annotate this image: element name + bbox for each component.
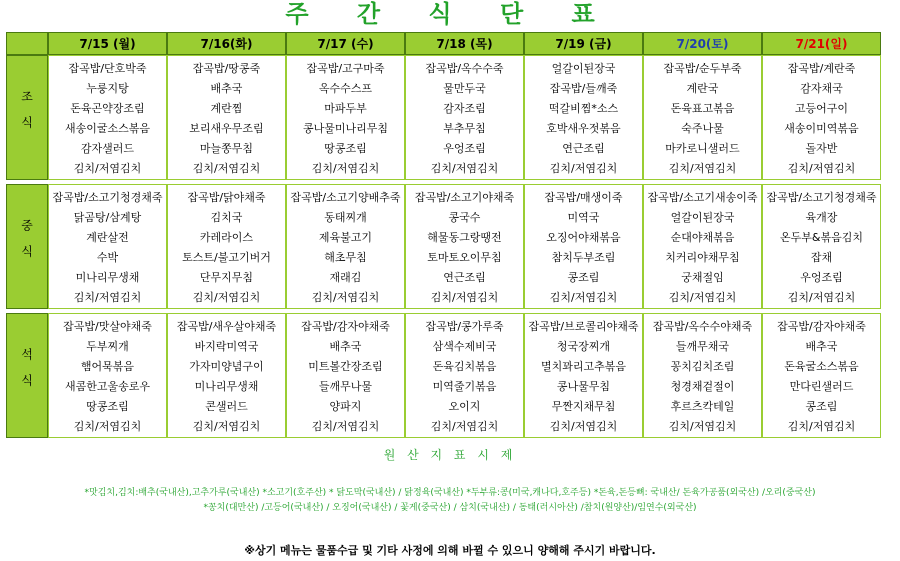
menu-item: 잡곡밥/감자야채죽: [777, 320, 866, 333]
menu-item: 후르츠칵테일: [670, 400, 735, 413]
menu-item: 김치/저염김치: [549, 291, 618, 304]
day-header: 7/16(화): [167, 32, 286, 55]
meal-label: 조식: [19, 90, 34, 142]
menu-item: 콩조림: [567, 271, 600, 284]
menu-cell: [524, 55, 643, 180]
menu-item: 김치/저염김치: [549, 162, 618, 175]
menu-item: 마카로니샐러드: [665, 142, 740, 155]
menu-item: 잡곡밥/소고기새송이죽: [647, 191, 758, 204]
menu-item: 돈육곤약장조림: [70, 102, 145, 115]
menu-item: 두부찌개: [86, 340, 129, 353]
menu-item: 돌자반: [805, 142, 838, 155]
menu-item: 마늘쫑무침: [199, 142, 254, 155]
menu-item: 순대야채볶음: [670, 231, 735, 244]
menu-item: 감자샐러드: [80, 142, 135, 155]
menu-item: 김치/저염김치: [787, 162, 856, 175]
menu-item: 카레라이스: [199, 231, 254, 244]
day-header-saturday: 7/20(토): [643, 32, 762, 55]
menu-item: 오이지: [448, 400, 481, 413]
menu-item: 보리새우무조림: [189, 122, 264, 135]
menu-item: 온두부&볶음김치: [780, 231, 863, 244]
menu-item: 잡곡밥/감자야채죽: [301, 320, 390, 333]
menu-cell: [524, 313, 643, 438]
menu-item: 궁채절임: [681, 271, 724, 284]
menu-item: 배추국: [805, 340, 838, 353]
menu-item: 고등어구이: [794, 102, 849, 115]
day-header: 7/19 (금): [524, 32, 643, 55]
menu-item: 잡곡밥/새우살야채죽: [176, 320, 277, 333]
menu-item: 연근조림: [443, 271, 486, 284]
menu-item: 김치국: [210, 211, 243, 224]
meal-label-cell: [6, 55, 48, 180]
origin-line: *꽁치(대만산) /고등어(국내산) / 오징어(국내산) / 꽃게(중국산) / 삼치(국내산) / 동태(러시아산) /참치(원양산)/임연수(외국산): [203, 503, 697, 513]
menu-cell: [643, 313, 762, 438]
meal-label-cell: [6, 184, 48, 309]
menu-item: 멸치꽈리고추볶음: [540, 360, 626, 373]
menu-item: 김치/저염김치: [430, 162, 499, 175]
menu-item: 잡곡밥/단호박죽: [68, 62, 147, 75]
meal-row: [6, 55, 881, 180]
menu-item: 땅콩조림: [324, 142, 367, 155]
menu-cell: [48, 313, 167, 438]
table-corner: [6, 32, 48, 55]
menu-item: 토마토오이무침: [427, 251, 502, 264]
menu-item: 해초무침: [324, 251, 367, 264]
menu-item: 들깨무나물: [318, 380, 373, 393]
menu-item: 참치두부조림: [551, 251, 616, 264]
menu-item: 잡곡밥/소고기청경채죽: [766, 191, 877, 204]
menu-item: 얼갈이된장국: [551, 62, 616, 75]
menu-item: 김치/저염김치: [73, 420, 142, 433]
day-header-sunday: 7/21(일): [762, 32, 881, 55]
menu-cell: [167, 313, 286, 438]
menu-item: 감자조림: [443, 102, 486, 115]
menu-item: 돈육김치볶음: [432, 360, 497, 373]
menu-item: 김치/저염김치: [73, 291, 142, 304]
menu-item: 가자미양념구이: [189, 360, 264, 373]
menu-item: 무짠지채무침: [551, 400, 616, 413]
meal-label-cell: [6, 313, 48, 438]
menu-item: 새송이굴소스볶음: [64, 122, 150, 135]
menu-item: 미나리무생채: [194, 380, 259, 393]
menu-item: 바지락미역국: [194, 340, 259, 353]
menu-item: 잡곡밥/맛살야채죽: [63, 320, 152, 333]
menu-item: 계란살전: [86, 231, 129, 244]
menu-item: 토스트/불고기버거: [182, 251, 271, 264]
menu-item: 육개장: [805, 211, 838, 224]
day-header: 7/15 (월): [48, 32, 167, 55]
menu-cell: [643, 184, 762, 309]
day-header: 7/17 (수): [286, 32, 405, 55]
menu-item: 오징어야채볶음: [546, 231, 621, 244]
menu-item: 잡곡밥/옥수수죽: [425, 62, 504, 75]
menu-item: 재래김: [329, 271, 362, 284]
menu-item: 콩나물무침: [556, 380, 611, 393]
notice: ※상기 메뉴는 물품수급 및 기타 사정에 의해 바뀔 수 있으니 양해해 주시기 바랍니다.: [244, 544, 656, 557]
menu-item: 잡곡밥/소고기야채죽: [414, 191, 515, 204]
menu-item: 옥수수스프: [318, 82, 373, 95]
menu-item: 잡곡밥/닭야채죽: [187, 191, 266, 204]
menu-cell: [286, 184, 405, 309]
weekly-menu-table: [6, 32, 881, 438]
menu-cell: [762, 55, 881, 180]
menu-item: 청경채겉절이: [670, 380, 735, 393]
menu-cell: [286, 55, 405, 180]
menu-item: 물만두국: [443, 82, 486, 95]
menu-item: 우엉조림: [800, 271, 843, 284]
menu-item: 김치/저염김치: [192, 420, 261, 433]
menu-item: 잡곡밥/소고기청경채죽: [52, 191, 163, 204]
menu-item: 김치/저염김치: [787, 291, 856, 304]
menu-item: 김치/저염김치: [192, 291, 261, 304]
menu-item: 마파두부: [324, 102, 367, 115]
menu-item: 해물동그랑땡전: [427, 231, 502, 244]
menu-item: 떡갈비찜*소스: [548, 102, 619, 115]
menu-item: 김치/저염김치: [192, 162, 261, 175]
menu-item: 양파지: [329, 400, 362, 413]
menu-item: 잡곡밥/들깨죽: [549, 82, 618, 95]
menu-item: 햄어묵볶음: [80, 360, 135, 373]
menu-item: 김치/저염김치: [311, 162, 380, 175]
menu-item: 잡곡밥/순두부죽: [663, 62, 742, 75]
menu-item: 수박: [96, 251, 119, 264]
menu-item: 김치/저염김치: [311, 291, 380, 304]
menu-item: 미역국: [567, 211, 600, 224]
menu-cell: [48, 184, 167, 309]
meal-row: [6, 313, 881, 438]
origin-info: [20, 486, 880, 516]
menu-item: 숙주나물: [681, 122, 724, 135]
menu-item: 잡곡밥/고구마죽: [306, 62, 385, 75]
meal-row: [6, 184, 881, 309]
menu-item: 잡곡밥/콩가루죽: [425, 320, 504, 333]
day-header-row: [6, 32, 881, 55]
menu-item: 콩조림: [805, 400, 838, 413]
menu-item: 꽁치김치조림: [670, 360, 735, 373]
menu-item: 배추국: [329, 340, 362, 353]
menu-cell: [762, 313, 881, 438]
origin-line: *맛김치,김치:배추(국내산),고추가루(국내산) *소고기(호주산) * 닭도막(국내산) / 닭정육(국내산) *두부류:콩(미국,캐나다,호주등) *돈육,돈등뼈: 국내산/ 돈육가공품(외국산) /오리(중국산): [84, 488, 816, 498]
menu-item: 김치/저염김치: [787, 420, 856, 433]
menu-item: 계란국: [686, 82, 719, 95]
menu-item: 김치/저염김치: [549, 420, 618, 433]
menu-item: 새송이미역볶음: [784, 122, 859, 135]
menu-item: 만다린샐러드: [789, 380, 854, 393]
day-header: 7/18 (목): [405, 32, 524, 55]
menu-item: 닭곰탕/삼계탕: [73, 211, 142, 224]
menu-item: 콩국수: [448, 211, 481, 224]
menu-item: 미나리무생채: [75, 271, 140, 284]
menu-item: 미트볼간장조림: [308, 360, 383, 373]
menu-item: 미역줄기볶음: [432, 380, 497, 393]
menu-item: 얼갈이된장국: [670, 211, 735, 224]
meal-label: 석식: [19, 348, 34, 400]
menu-cell: [405, 55, 524, 180]
menu-cell: [762, 184, 881, 309]
menu-item: 제육불고기: [318, 231, 373, 244]
menu-item: 잡곡밥/계란죽: [787, 62, 856, 75]
menu-item: 김치/저염김치: [668, 291, 737, 304]
menu-item: 동태찌개: [324, 211, 367, 224]
menu-cell: [524, 184, 643, 309]
menu-item: 김치/저염김치: [668, 162, 737, 175]
menu-item: 김치/저염김치: [73, 162, 142, 175]
menu-item: 단무지무침: [199, 271, 254, 284]
menu-item: 돈육굴소스볶음: [784, 360, 859, 373]
menu-item: 잡곡밥/브로콜리야채죽: [528, 320, 639, 333]
meal-label: 중식: [19, 219, 34, 271]
menu-item: 누룽지탕: [86, 82, 129, 95]
menu-cell: [643, 55, 762, 180]
menu-cell: [405, 313, 524, 438]
menu-item: 잡곡밥/땅콩죽: [192, 62, 261, 75]
menu-cell: [286, 313, 405, 438]
menu-item: 콩나물미나리무침: [302, 122, 388, 135]
menu-item: 김치/저염김치: [668, 420, 737, 433]
menu-item: 잡곡밥/소고기양배추죽: [290, 191, 401, 204]
menu-item: 계란찜: [210, 102, 243, 115]
menu-item: 잡곡밥/매생이죽: [544, 191, 623, 204]
menu-item: 김치/저염김치: [430, 291, 499, 304]
menu-item: 배추국: [210, 82, 243, 95]
menu-cell: [167, 55, 286, 180]
menu-item: 우엉조림: [443, 142, 486, 155]
menu-item: 새콤한고울송로우: [64, 380, 150, 393]
page-title: 주 간 식 단 표: [285, 0, 615, 28]
menu-item: 삼색수제비국: [432, 340, 497, 353]
origin-title: 원 산 지 표 시 제: [383, 448, 517, 462]
menu-cell: [405, 184, 524, 309]
menu-item: 돈육표고볶음: [670, 102, 735, 115]
menu-cell: [48, 55, 167, 180]
menu-item: 잡곡밥/옥수수야채죽: [652, 320, 753, 333]
menu-item: 땅콩조림: [86, 400, 129, 413]
menu-item: 김치/저염김치: [311, 420, 380, 433]
menu-item: 연근조림: [562, 142, 605, 155]
menu-item: 청국장찌개: [556, 340, 611, 353]
menu-cell: [167, 184, 286, 309]
menu-item: 들깨무채국: [675, 340, 730, 353]
menu-item: 치커리야채무침: [665, 251, 740, 264]
menu-item: 호박새우젓볶음: [546, 122, 621, 135]
menu-item: 김치/저염김치: [430, 420, 499, 433]
menu-item: 잡채: [810, 251, 833, 264]
menu-item: 부추무침: [443, 122, 486, 135]
menu-item: 감자채국: [800, 82, 843, 95]
menu-item: 콘샐러드: [205, 400, 248, 413]
